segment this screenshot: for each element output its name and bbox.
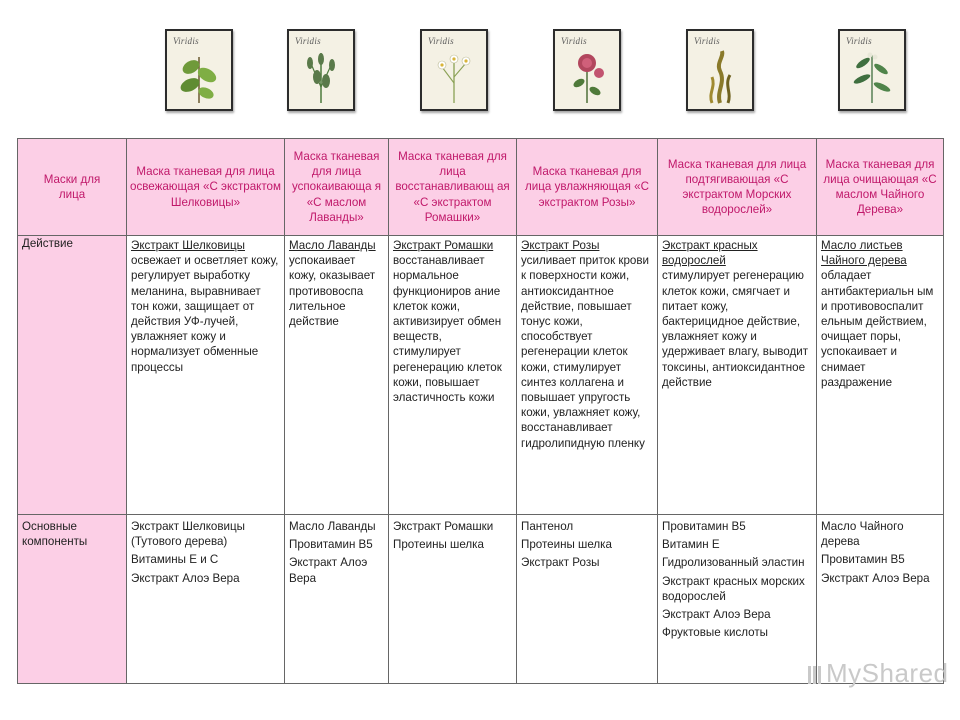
watermark-logo xyxy=(808,658,949,689)
component-item: Гидролизованный эластин xyxy=(662,556,805,570)
action-text: освежает и осветляет кожу, регулирует выработку меланина, выравнивает тон кожи, защищает от действия УФ-лучей, увлажняет кожу и нормализует обменные процессы xyxy=(131,254,279,374)
component-item: Провитамин В5 xyxy=(821,553,905,567)
action-cell-chamomile xyxy=(389,236,517,515)
component-item: Экстракт Шелковицы (Тутового дерева) xyxy=(131,520,245,549)
brand-label: Viridis xyxy=(846,36,872,46)
components-cell-lavender xyxy=(285,515,389,684)
seaweed-icon xyxy=(696,47,744,105)
brand-label: Viridis xyxy=(561,36,587,46)
product-images-row xyxy=(0,0,960,138)
lavender-icon xyxy=(297,47,345,105)
brand-label: Viridis xyxy=(295,36,321,46)
header-masks-cell: Маски для лица xyxy=(18,139,127,236)
header-lavender-mask: Маска тканевая для лица успокаивающа я «С маслом Лаванды» xyxy=(285,139,389,236)
action-cell-lavender xyxy=(285,236,389,515)
chamomile-icon xyxy=(430,47,478,105)
product-pack-seaweed xyxy=(686,29,754,111)
component-item: Провитамин В5 xyxy=(289,538,373,552)
action-cell-rose xyxy=(517,236,658,515)
component-item: Пантенол xyxy=(521,520,574,533)
action-title: Экстракт Шелковицы xyxy=(131,239,245,252)
components-cell-mulberry xyxy=(127,515,285,684)
component-item: Протеины шелка xyxy=(521,538,612,552)
action-title: Масло листьев Чайного дерева xyxy=(821,239,907,268)
header-seaweed-mask: Маска тканевая для лица подтягивающая «С экстрактом Морских водорослей» xyxy=(658,139,817,236)
component-item: Провитамин В5 xyxy=(662,520,746,533)
action-cell-tea-tree xyxy=(817,236,944,515)
action-cell-seaweed xyxy=(658,236,817,515)
component-item: Протеины шелка xyxy=(393,538,484,552)
table-row xyxy=(18,515,944,684)
action-text: успокаивает кожу, оказывает противовоспа лительное действие xyxy=(289,254,376,329)
watermark-text: MyShared xyxy=(826,658,949,688)
product-pack-lavender xyxy=(287,29,355,111)
component-item: Масло Лаванды xyxy=(289,520,376,533)
product-pack-rose xyxy=(553,29,621,111)
myshared-logo-icon xyxy=(808,666,822,684)
header-tea-tree-mask: Маска тканевая для лица очищающая «С маслом Чайного Дерева» xyxy=(817,139,944,236)
comparison-table xyxy=(17,138,944,684)
action-title: Экстракт красных водорослей xyxy=(662,239,758,268)
row-label-components: Основные компоненты xyxy=(18,515,127,684)
component-item: Экстракт Розы xyxy=(521,556,600,570)
brand-label: Viridis xyxy=(694,36,720,46)
action-text: усиливает приток крови к поверхности кожи, антиоксидантное действие, повышает тонус кожи, способствует регенерации клеток кожи, стимулирует синтез коллагена и повышает упругость кожи, увлажняет кожу, восстанавливает гидролипидную пленку xyxy=(521,254,649,450)
header-mulberry-mask: Маска тканевая для лица освежающая «С экстрактом Шелковицы» xyxy=(127,139,285,236)
action-title: Экстракт Ромашки xyxy=(393,239,494,252)
header-chamomile-mask: Маска тканевая для лица восстанавливающ ая «С экстрактом Ромашки» xyxy=(389,139,517,236)
component-item: Витамин Е xyxy=(662,538,720,552)
row-label-action: Действие xyxy=(18,236,127,515)
component-item: Экстракт Алоэ Вера xyxy=(131,571,240,585)
component-item: Экстракт красных морских водорослей xyxy=(662,574,805,603)
table-row xyxy=(18,236,944,515)
component-item: Фруктовые кислоты xyxy=(662,626,768,640)
action-text: обладает антибактериальн ым и противовоспалит ельным действием, очищает поры, успокаивает и снимает раздражение xyxy=(821,269,934,389)
action-text: восстанавливает нормальное функциониров ание клеток кожи, активизирует обмен веществ, стимулирует регенерацию клеток кожи, повышает эластичность кожи xyxy=(393,254,502,405)
component-item: Витамины Е и С xyxy=(131,553,219,567)
product-pack-mulberry xyxy=(165,29,233,111)
action-cell-mulberry xyxy=(127,236,285,515)
product-pack-chamomile xyxy=(420,29,488,111)
component-item: Экстракт Ромашки xyxy=(393,520,494,533)
brand-label: Viridis xyxy=(428,36,454,46)
component-item: Экстракт Алоэ Вера xyxy=(289,556,368,585)
components-cell-chamomile xyxy=(389,515,517,684)
table-header-row xyxy=(18,139,944,236)
action-text: стимулирует регенерацию клеток кожи, смягчает и питает кожу, бактерицидное действие, увлажняет кожу и удерживает влагу, выводит токсины, антиоксидантное действие xyxy=(662,269,809,389)
brand-label: Viridis xyxy=(173,36,199,46)
components-cell-seaweed xyxy=(658,515,817,684)
rose-icon xyxy=(563,47,611,105)
component-item: Экстракт Алоэ Вера xyxy=(662,608,771,622)
component-item: Масло Чайного дерева xyxy=(821,520,904,549)
product-pack-tea-tree xyxy=(838,29,906,111)
header-rose-mask: Маска тканевая для лица увлажняющая «С экстрактом Розы» xyxy=(517,139,658,236)
component-item: Экстракт Алоэ Вера xyxy=(821,571,930,585)
action-title: Масло Лаванды xyxy=(289,239,376,252)
components-cell-rose xyxy=(517,515,658,684)
tea-tree-icon xyxy=(848,47,896,105)
mulberry-leaf-icon xyxy=(175,47,223,105)
action-title: Экстракт Розы xyxy=(521,239,600,252)
